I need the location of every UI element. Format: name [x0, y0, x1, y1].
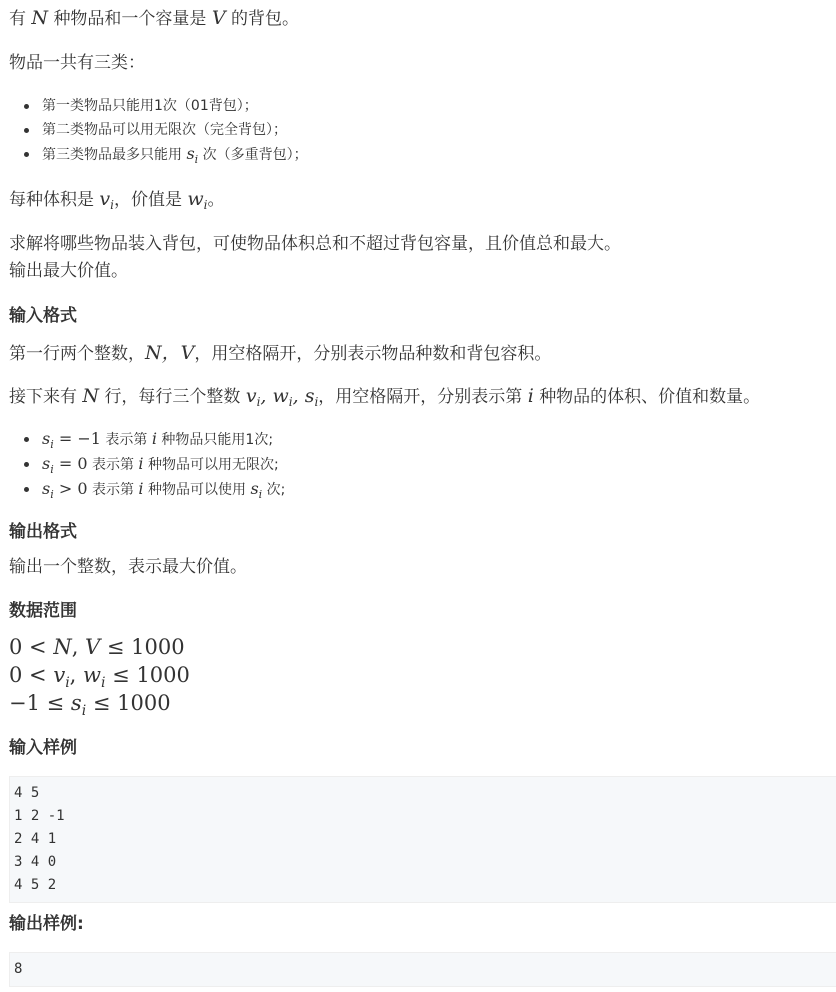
task-line-1: 求解将哪些物品装入背包，可使物品体积总和不超过背包容量，且价值总和最大。 — [9, 234, 621, 254]
var-v: V — [211, 7, 226, 29]
input-format-line-1: 第一行两个整数，N，V，用空格隔开，分别表示物品种数和背包容积。 — [9, 342, 552, 364]
intro-line: 有 N 种物品和一个容量是 V 的背包。 — [9, 7, 299, 29]
task-line-2: 输出最大价值。 — [9, 261, 128, 281]
volume-value-line: 每种体积是 $v_i$，价值是 $w_i$。 — [9, 188, 225, 212]
list-item: 第三类物品最多只能用 $s_i$ 次（多重背包）； — [42, 144, 308, 166]
output-format-heading: 输出格式 — [9, 522, 77, 542]
output-format-line: 输出一个整数，表示最大价值。 — [9, 557, 247, 577]
s-cases-list — [9, 427, 285, 502]
sample-output-code: 8 — [9, 952, 836, 987]
list-item: $s_i = -1$ 表示第 i 种物品只能用1次; — [42, 427, 285, 452]
list-item: $s_i = 0$ 表示第 i 种物品可以用无限次; — [42, 452, 285, 477]
range-formula-3: $-1 \le s_i \le 1000$ — [9, 691, 171, 719]
sample-output-heading: 输出样例: — [9, 914, 84, 934]
range-formula-1: 0 < N, V ≤ 1000 — [9, 635, 185, 659]
list-item: $s_i > 0$ 表示第 i 种物品可以使用 $s_i$ 次; — [42, 479, 286, 501]
item-types-list — [9, 94, 308, 167]
sample-input-code: 4 5 1 2 -1 2 4 1 3 4 0 4 5 2 — [9, 776, 836, 903]
data-range-heading: 数据范围 — [9, 601, 77, 621]
types-intro: 物品一共有三类： — [9, 53, 145, 73]
input-format-line-2: 接下来有 N 行，每行三个整数 $v_i$, $w_i$, $s_i$，用空格隔开，分别表示第 i 种物品的体积、价值和数量。 — [9, 385, 761, 409]
input-format-heading: 输入格式 — [9, 306, 77, 326]
list-item: 第二类物品可以用无限次（完全背包）； — [42, 118, 308, 142]
range-formula-2: $0 < v_i$, $w_i \le 1000$ — [9, 663, 190, 691]
sample-input-heading: 输入样例 — [9, 738, 77, 758]
list-item: 第一类物品只能用1次（01背包）； — [42, 94, 308, 118]
var-n: N — [31, 7, 49, 29]
